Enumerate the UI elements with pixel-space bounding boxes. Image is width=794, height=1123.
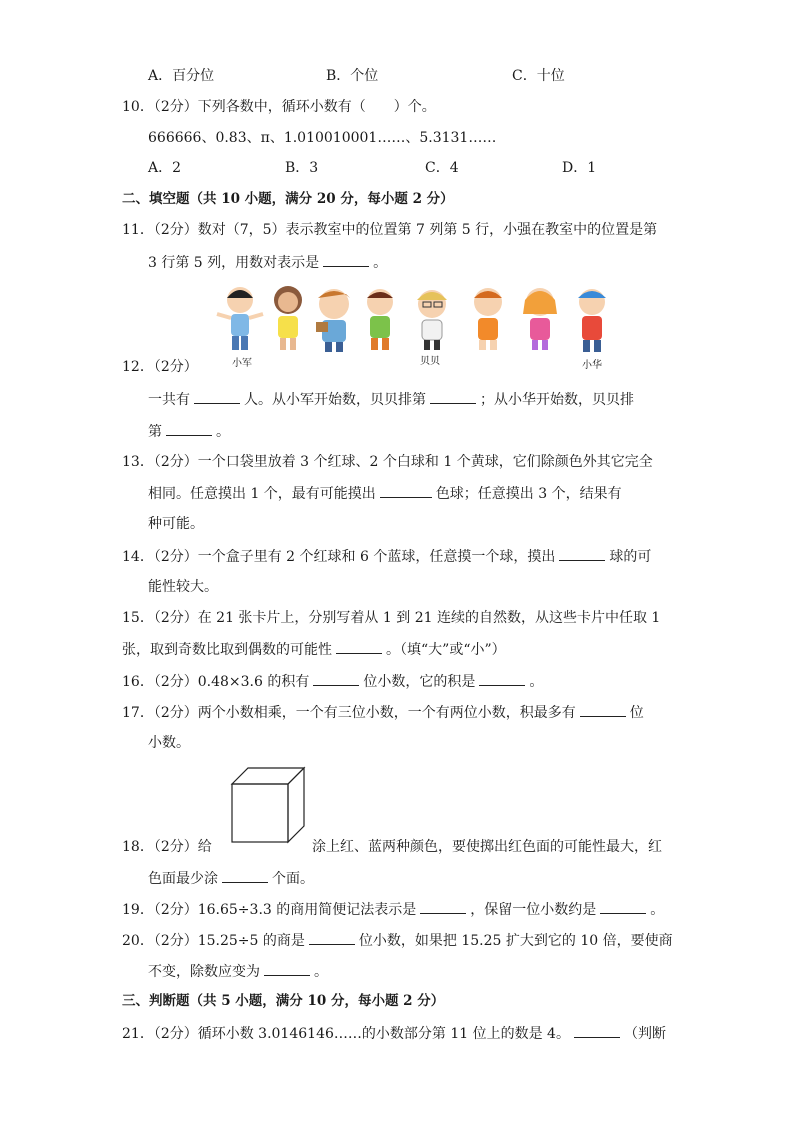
q14-text-b: 球的可 [609,549,652,565]
q9-option-c: C．十位 [512,68,565,84]
q13-line-2 [148,483,622,504]
kid-figure-4 [367,289,393,350]
q15-text-b: 。（填“大”或“小”） [386,642,506,658]
q17-line-1 [122,702,644,723]
q17-text-a: 17．（2分）两个小数相乘，一个有三位小数，一个有两位小数，积最多有 [122,705,576,721]
q20-text-a: 20．（2分）15.25÷5 的商是 [122,933,305,949]
answer-blank[interactable] [166,421,212,436]
answer-blank[interactable] [313,671,359,686]
q12-line-1 [148,389,634,410]
q11-text-a: 3 行第 5 列，用数对表示是 [148,255,320,271]
q20-line-1 [122,930,673,951]
q12-text-e: 。 [216,424,230,440]
q20-text-c: 不变，除数应变为 [148,964,260,980]
answer-blank[interactable] [574,1023,620,1038]
answer-blank[interactable] [264,961,310,976]
answer-blank[interactable] [559,546,605,561]
q9-option-b: B．个位 [326,68,379,84]
q18-text-b: 涂上红、蓝两种颜色，要使掷出红色面的可能性最大，红 [312,839,662,855]
q15-line-1: 15．（2分）在 21 张卡片上，分别写着从 1 到 21 连续的自然数，从这些卡片中任取 1 [122,610,661,626]
q10-numbers: 666666、0.83、π、1.010010001……、5.3131…… [148,130,497,146]
answer-blank[interactable] [580,702,626,717]
kid-figure-xiaohua [578,289,610,352]
answer-blank[interactable] [380,483,432,498]
q9-option-a: A．百分位 [148,68,215,84]
q21-text-a: 21．（2分）循环小数 3.0146146……的小数部分第 11 位上的数是 4。 [122,1026,570,1042]
q14-line-2: 能性较大。 [148,579,218,595]
kid-figure-2 [274,286,302,350]
q19-text-a: 19．（2分）16.65÷3.3 的商用简便记法表示是 [122,902,417,918]
answer-blank[interactable] [222,868,268,883]
q13-line-1: 13．（2分）一个口袋里放着 3 个红球、2 个白球和 1 个黄球，它们除颜色外其它完全 [122,454,653,470]
q18-text-d: 个面。 [272,871,314,887]
kid-figure-7 [523,288,557,350]
label-beibei: 贝贝 [420,356,440,367]
answer-blank[interactable] [430,389,476,404]
kid-figure-3 [316,289,350,352]
q19-text-c: 。 [650,902,665,918]
answer-blank[interactable] [336,639,382,654]
q10-option-d: D．1 [562,160,597,176]
section-3-heading: 三、判断题（共 5 小题，满分 10 分，每小题 2 分） [122,993,445,1009]
answer-blank[interactable] [479,671,525,686]
q18-line-2 [148,868,314,889]
answer-blank[interactable] [323,252,369,267]
kid-figure-beibei [417,290,447,350]
q19-line [122,899,664,920]
q11-line-2 [148,252,387,273]
q10-option-b: B．3 [285,160,319,176]
q18-text-c: 色面最少涂 [148,871,218,887]
section-2-heading: 二、填空题（共 10 小题，满分 20 分，每小题 2 分） [122,191,454,207]
q20-line-2 [148,961,328,982]
q20-text-b: 位小数，如果把 15.25 扩大到它的 10 倍，要使商 [358,933,673,949]
q19-text-b: ，保留一位小数约是 [470,902,597,918]
q17-line-2: 小数。 [148,735,190,751]
cube-diagram [228,764,310,846]
q12-number: 12．（2分） [122,359,198,375]
q18-text-a: 18．（2分）给 [122,839,212,855]
label-xiaohua: 小华 [582,360,602,371]
q10-option-c: C．4 [425,160,459,176]
q21-line [122,1023,666,1044]
q14-text-a: 14．（2分）一个盒子里有 2 个红球和 6 个蓝球，任意摸一个球，摸出 [122,549,556,565]
q20-text-d: 。 [314,964,328,980]
q11-text-b: 。 [373,255,388,271]
q13-text-b: 色球；任意摸出 3 个，结果有 [435,486,622,502]
kid-figure-1 [217,287,263,350]
children-row-image [212,284,622,370]
q16-text-b: 位小数，它的积是 [363,674,476,690]
q14-line-1 [122,546,651,567]
q21-text-b: （判断 [623,1026,666,1042]
q12-text-d: 第 [148,424,162,440]
q13-line-3: 种可能。 [148,516,204,532]
kid-figure-6 [474,288,502,350]
q10-option-a: A．2 [148,160,182,176]
label-xiaojun: 小军 [232,358,252,369]
answer-blank[interactable] [309,930,355,945]
q16-line [122,671,543,692]
answer-blank[interactable] [600,899,646,914]
q15-line-2 [122,639,506,660]
q12-text-b: 人。从小军开始数，贝贝排第 [244,392,426,408]
q12-line-2 [148,421,230,442]
q15-text-a: 张，取到奇数比取到偶数的可能性 [122,642,332,658]
q16-text-c: 。 [529,674,544,690]
q17-text-b: 位 [629,705,644,721]
q12-text-a: 一共有 [148,392,190,408]
q10-stem: 10．（2分）下列各数中，循环小数有（ ）个。 [122,99,436,115]
children-illustration [212,284,622,370]
q13-text-a: 相同。任意摸出 1 个，最有可能摸出 [148,486,376,502]
q11-line-1: 11．（2分）数对（7，5）表示教室中的位置第 7 列第 5 行，小强在教室中的位置是第 [122,222,658,238]
answer-blank[interactable] [420,899,466,914]
answer-blank[interactable] [194,389,240,404]
q12-text-c: ；从小华开始数，贝贝排 [480,392,634,408]
q16-text-a: 16．（2分）0.48×3.6 的积有 [122,674,310,690]
